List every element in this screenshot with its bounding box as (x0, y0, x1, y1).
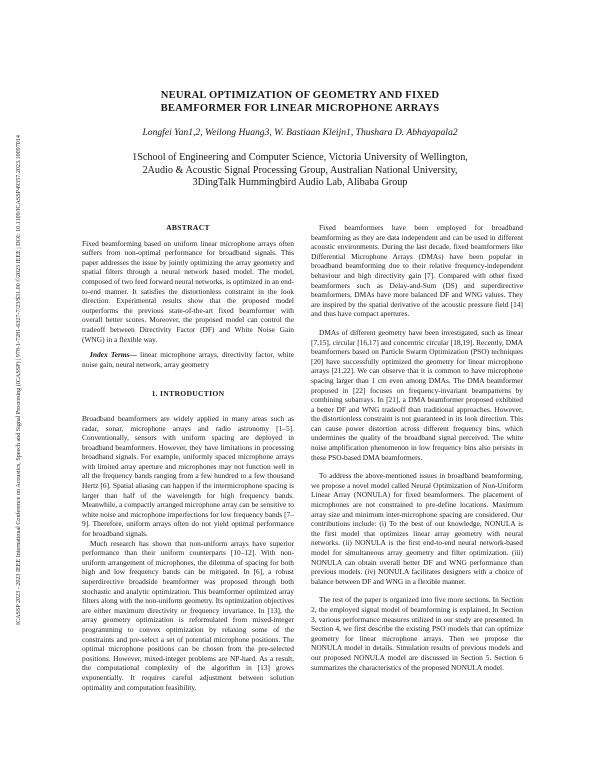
affiliation-2: 2Audio & Acoustic Signal Processing Group, Australian National University, (142, 164, 458, 176)
abstract-text: Fixed beamforming based on uniform linear microphone arrays often suffers from non-optimal performance for broadband signals. This paper addresses the issue by jointly optimizing the array geometry and spatial filters through a neural network based model. The model, composed of two feed forward neural networks, is optimized in an end-to-end manner. It satisfies the distortionless constraint in the look direction. Experimental results show that the proposed model outperforms the previous state-of-the-art fixed beamformer with overall better scores. Moreover, the proposed model can control the tradeoff between Directivity Factor (DF) and White Noise Gain (WNG) in a flexible way. (82, 238, 294, 344)
affiliation-3: 3DingTalk Hummingbird Audio Lab, Alibaba Group (192, 177, 408, 188)
paper-title (60, 90, 540, 115)
right-paragraph-3: To address the above-mentioned issues in broadband beamforming, we propose a novel model called Neural Optimization of Non-Uniform Linear Array (NONULA) for fixed beamformers. The placement of microphones are not constrained to pre-define locations. Maximum array size and minimum inter-microphone spacing are considered. Our contributions include: (i) To the best of our knowledge, NONULA is the first model that optimizes linear array geometry with neural networks. (ii) NONULA is the first end-to-end neural network-based model for simultaneous array geometry and filter optimization. (iii) NONULA can obtain overall better DF and WNG performance than previous models. (iv) NONULA facilitates designers with a choice of balance between DF and WNG in a flexible manner. (311, 471, 523, 586)
left-column (82, 223, 294, 692)
affiliation-1: 1School of Engineering and Computer Science, Victoria University of Wellington, (132, 152, 468, 163)
abstract-heading: ABSTRACT (166, 223, 210, 232)
right-paragraph-4: The rest of the paper is organized into five more sections. In Section 2, the employed signal model of beamforming is explained. In Section 3, various performance measures utilized in our study are presented. In Section 4, we first describe the existing PSO models that can optimize geometry for linear microphone arrays. Then we propose the NONULA model in details. Simulation results of previous models and our proposed NONULA model are discussed in Section 5. Section 6 summarizes the characteristics of the proposed NONULA model. (311, 595, 523, 672)
title-line-2: BEAMFORMER FOR LINEAR MICROPHONE ARRAYS (160, 102, 440, 114)
right-paragraph-2: DMAs of different geometry have been investigated, such as linear [7,15], circular [16,17] and concentric circular [18,19]. Recently, DMA beamformers based on Particle Swarm Optimization (PSO) techniques [20] have successfully optimized the geometry for linear microphone arrays [21,22]. We can observe that it is common to have microphone spacing larger than 1 cm even among DMAs. The DMA beamformer proposed in [22] focuses on frequency-invariant beampatterns by combining subarrays. In [21], a DMA beamformer proposed exhibited a better DF and WNG tradeoff than traditional approaches. However, the distortionless constraint is not guaranteed in its look direction. This can cause power distortion across different frequency bins, which undermines the quality of the broadband signal perceived. The white noise amplification phenomenon in low frequency bins also persists in these PSO-based DMA beamformers. (311, 327, 523, 462)
copyright-sidebar (4, 60, 22, 700)
right-column (311, 223, 523, 672)
affiliations (60, 152, 540, 190)
index-terms-text: linear microphone arrays, directivity factor, white noise gain, neural network, array geometry (82, 350, 294, 369)
title-line-1: NEURAL OPTIMIZATION OF GEOMETRY AND FIXED (160, 90, 440, 101)
introduction-heading: 1. INTRODUCTION (151, 389, 225, 399)
sidebar-text: ICASSP 2023 - 2023 IEEE International Conference on Acoustics, Speech and Signal Processing (ICASSP) | 978-1-7281-6327-7/23/$31.00 ©2023 IEEE | DOI: 10.1109/ICASSP49357.2023.10097014 (16, 135, 22, 625)
intro-paragraph-2: Much research has shown that non-uniform arrays have superior performance than their uniform counterparts [10–12]. With non-uniform arrangement of microphones, the dilemma of spacing for both high and low frequency bands can be mitigated. In [6], a robust superdirective broadside beamformer was proposed through both stochastic and analytic optimization. This beamformer optimized array filters along with the non-uniform geometry. Its optimization objectives are either maximum directivity or frequency invariance. In [13], the array geometry optimization is reformulated from mixed-integer programming to convex optimization by relaxing some of the constraints and pre-select a set of potential microphone positions. The optimal microphone positions can be chosen from the pre-selected positions. However, mixed-integer problems are NP-hard. As a result, the computational complexity of the algorithm in [13] grows exponentially. It requires careful adjustment between solution optimality and computation feasibility. (82, 538, 294, 692)
index-terms-label: Index Terms— (90, 350, 137, 360)
intro-paragraph-1: Broadband beamformers are widely applied in many areas such as radar, sonar, microphone arrays and radio astronomy [1–5]. Conventionally, sensors with uniform spacing are deployed in broadband beamformers. However, they have limitations in processing broadband signals. For example, uniformly spaced microphone arrays with limited array aperture and microphones may not function well in all the frequency bands ranging from a few hundred to a few thousand Hertz [6]. Spatial aliasing can happen if the intermicrophone spacing is larger than half of the wavelength for high frequency bands. Meanwhile, a compactly arranged microphone array can be sensitive to white noise and microphone imperfections for low frequency bands [7–9]. Therefore, uniform arrays often do not yield optimal performance for broadband signals. (82, 413, 294, 539)
right-paragraph-1: Fixed beamformers have been employed for broadband beamforming as they are data independent and can be used in different acoustic environments. During the last decade, fixed beamformers like Differential Microphone Arrays (DMAs) have been popular in broadband beamforming due to their relative frequency-independent behaviour and high directivity gain [7]. Compared with other fixed beamformers such as Delay-and-Sum (DS) and superdirective beamformers, DMAs have more balanced DF and WNG values. They are inspired by the spatial derivative of the acoustic pressure field [14] and thus have compact apertures. (311, 223, 523, 319)
author-list: Longfei Yan1,2, Weilong Huang3, W. Bastiaan Kleijn1, Thushara D. Abhayapala2 (142, 127, 458, 138)
index-terms (82, 350, 294, 369)
